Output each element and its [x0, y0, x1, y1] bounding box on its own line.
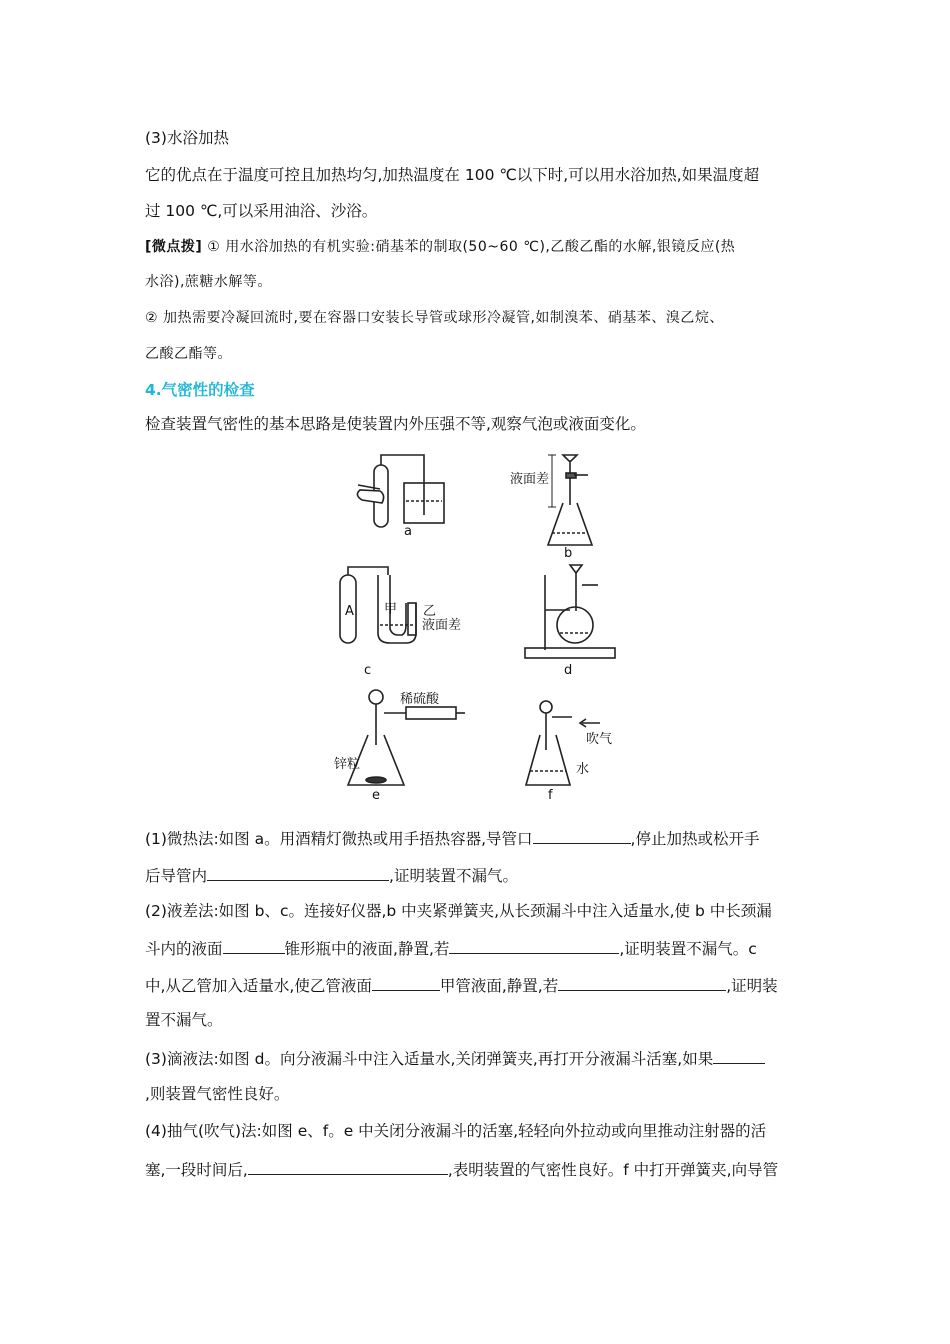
label-a: a: [404, 524, 412, 539]
c-level-diff: 液面差: [422, 618, 462, 633]
method3-line1: (3)滴液法:如图 d。向分液漏斗中注入适量水,关闭弹簧夹,再打开分液漏斗活塞,如果: [145, 1047, 810, 1069]
apparatus-d: [525, 565, 615, 658]
tip-line1: [145, 237, 810, 257]
label-e: e: [372, 788, 380, 803]
label-b: b: [564, 546, 573, 561]
method2-line3: 中,从乙管加入适量水,使乙管液面 甲管液面,静置,若 ,证明装: [145, 974, 810, 996]
e-acid: 稀硫酸: [400, 692, 440, 707]
b-level-diff: 液面差: [510, 472, 550, 487]
answer-blank[interactable]: [207, 864, 389, 881]
tip-text1: ① 用水浴加热的有机实验:硝基苯的制取(50~60 ℃),乙酸乙酯的水解,银镜反应(热: [202, 239, 736, 255]
f-blow: 吹气: [586, 732, 613, 747]
tip-line2: 水浴),蔗糖水解等。: [145, 274, 272, 290]
method4-line1: (4)抽气(吹气)法:如图 e、f。e 中关闭分液漏斗的活塞,轻轻向外拉动或向里推动注射器的活: [145, 1122, 767, 1140]
answer-blank[interactable]: [533, 827, 631, 844]
f-water: 水: [576, 762, 590, 777]
section4-heading: 4.气密性的检查: [145, 381, 255, 399]
method2-line2: 斗内的液面 锥形瓶中的液面,静置,若 ,证明装置不漏气。c: [145, 937, 810, 959]
answer-blank[interactable]: [713, 1047, 765, 1064]
apparatus-a: [357, 455, 444, 527]
answer-blank[interactable]: [223, 937, 285, 954]
answer-blank[interactable]: [449, 937, 619, 954]
c-label-A: A: [345, 604, 354, 619]
apparatus-figure: [320, 445, 650, 805]
method3-line2: ,则装置气密性良好。: [145, 1085, 290, 1103]
method2-line1: (2)液差法:如图 b、c。连接好仪器,b 中夹紧弹簧夹,从长颈漏斗中注入适量水,使 b 中长颈漏: [145, 902, 772, 920]
c-label-jia: 甲: [384, 602, 398, 617]
answer-blank[interactable]: [558, 974, 726, 991]
tip-label: [微点拨]: [145, 239, 203, 255]
answer-blank[interactable]: [248, 1158, 448, 1175]
section3-line2: 过 100 ℃,可以采用油浴、沙浴。: [145, 202, 378, 220]
e-zinc: 锌粒: [334, 757, 361, 772]
section3-line1: 它的优点在于温度可控且加热均匀,加热温度在 100 ℃以下时,可以用水浴加热,如果温度超: [145, 166, 760, 184]
method1-line2: 后导管内 ,证明装置不漏气。: [145, 864, 810, 886]
method2-line4: 置不漏气。: [145, 1011, 223, 1029]
method1-line1: (1)微热法:如图 a。用酒精灯微热或用手捂热容器,导管口 ,停止加热或松开手: [145, 827, 810, 849]
section3-title: (3)水浴加热: [145, 129, 229, 147]
label-f: f: [548, 788, 553, 803]
tip-line4: 乙酸乙酯等。: [145, 346, 232, 362]
method4-line2: 塞,一段时间后, ,表明装置的气密性良好。f 中打开弹簧夹,向导管: [145, 1158, 810, 1180]
answer-blank[interactable]: [372, 974, 440, 991]
section4-intro: 检查装置气密性的基本思路是使装置内外压强不等,观察气泡或液面变化。: [145, 415, 646, 433]
tip-line3: ② 加热需要冷凝回流时,要在容器口安装长导管或球形冷凝管,如制溴苯、硝基苯、溴乙烷、: [145, 310, 724, 326]
label-c: c: [364, 663, 372, 678]
apparatus-b: [548, 455, 592, 545]
label-d: d: [564, 663, 573, 678]
c-label-yi: 乙: [423, 604, 437, 619]
